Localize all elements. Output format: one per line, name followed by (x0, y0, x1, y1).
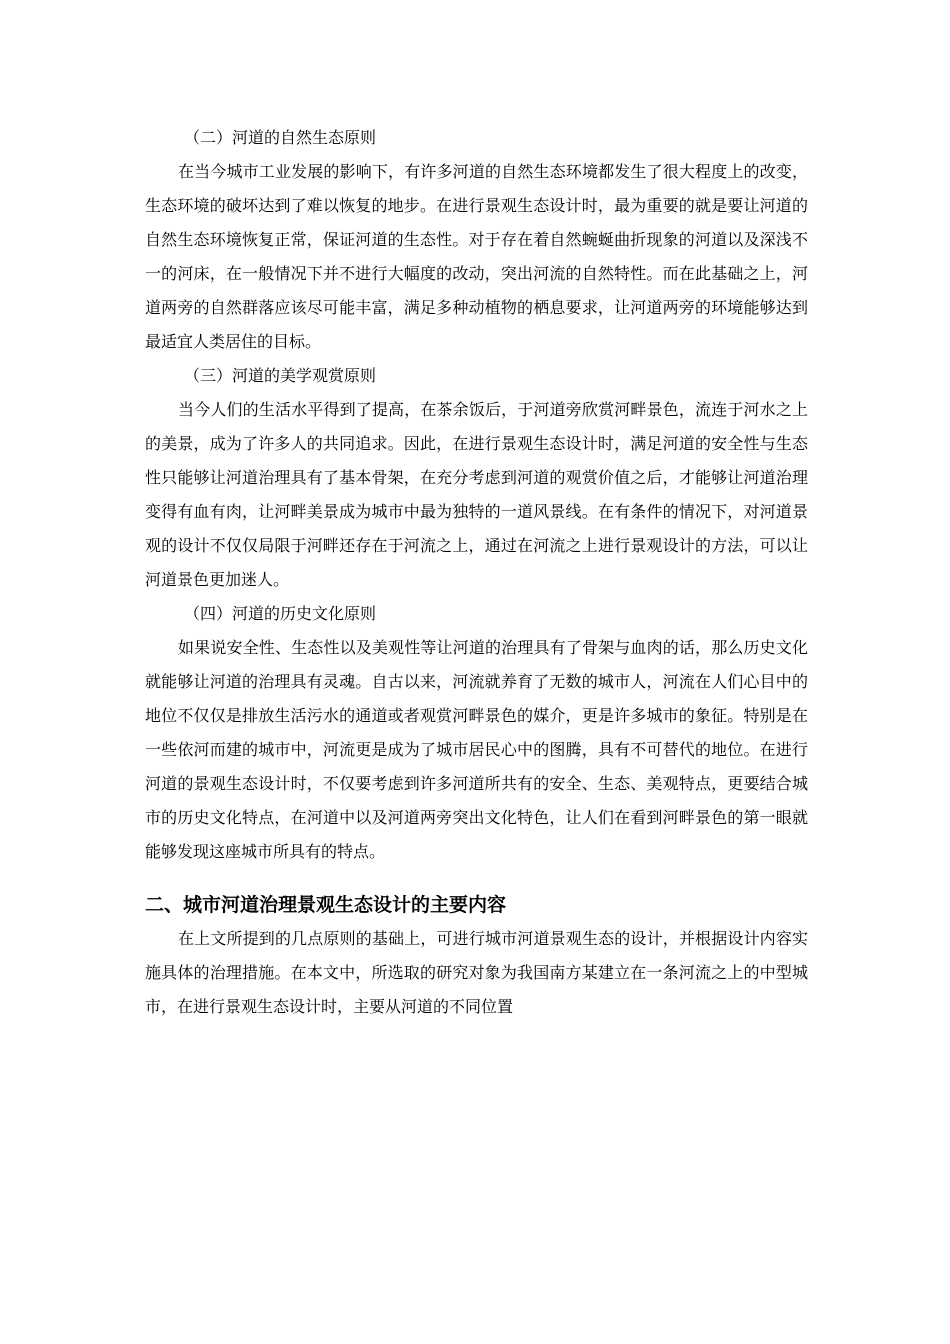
document-body (145, 121, 808, 1024)
section-heading-main-content: 二、城市河道治理景观生态设计的主要内容 (145, 894, 507, 916)
paragraph-history-culture: 如果说安全性、生态性以及美观性等让河道的治理具有了骨架与血肉的话，那么历史文化就能够让河道的治理具有灵魂。自古以来，河流就养育了无数的城市人，河流在人们心目中的地位不仅仅是排放生活污水的通道或者观赏河畔景色的媒介，更是许多城市的象征。特别是在一些依河而建的城市中，河流更是成为了城市居民心中的图腾，具有不可替代的地位。在进行河道的景观生态设计时，不仅要考虑到许多河道所共有的安全、生态、美观特点，更要结合城市的历史文化特点，在河道中以及河道两旁突出文化特色，让人们在看到河畔景色的第一眼就能够发现这座城市所具有的特点。 (145, 638, 808, 861)
paragraph-main-content: 在上文所提到的几点原则的基础上，可进行城市河道景观生态的设计，并根据设计内容实施具体的治理措施。在本文中，所选取的研究对象为我国南方某建立在一条河流之上的中型城市，在进行景观生态设计时，主要从河道的不同位置 (145, 929, 808, 1016)
paragraph-aesthetic: 当今人们的生活水平得到了提高，在茶余饭后，于河道旁欣赏河畔景色，流连于河水之上的美景，成为了许多人的共同追求。因此，在进行景观生态设计时，满足河道的安全性与生态性只能够让河道治理具有了基本骨架，在充分考虑到河道的观赏价值之后，才能够让河道治理变得有血有肉，让河畔美景成为城市中最为独特的一道风景线。在有条件的情况下，对河道景观的设计不仅仅局限于河畔还存在于河流之上，通过在河流之上进行景观设计的方法，可以让河道景色更加迷人。 (145, 400, 808, 589)
heading-history-culture-principle: （四）河道的历史文化原则 (184, 604, 377, 623)
heading-natural-ecology-principle: （二）河道的自然生态原则 (184, 128, 377, 147)
heading-aesthetic-principle: （三）河道的美学观赏原则 (184, 366, 377, 385)
paragraph-natural-ecology: 在当今城市工业发展的影响下，有许多河道的自然生态环境都发生了很大程度上的改变，生态环境的破坏达到了难以恢复的地步。在进行景观生态设计时，最为重要的就是要让河道的自然生态环境恢复正常，保证河道的生态性。对于存在着自然蜿蜒曲折现象的河道以及深浅不一的河床，在一般情况下并不进行大幅度的改动，突出河流的自然特性。而在此基础之上，河道两旁的自然群落应该尽可能丰富，满足多种动植物的栖息要求，让河道两旁的环境能够达到最适宜人类居住的目标。 (145, 162, 808, 351)
